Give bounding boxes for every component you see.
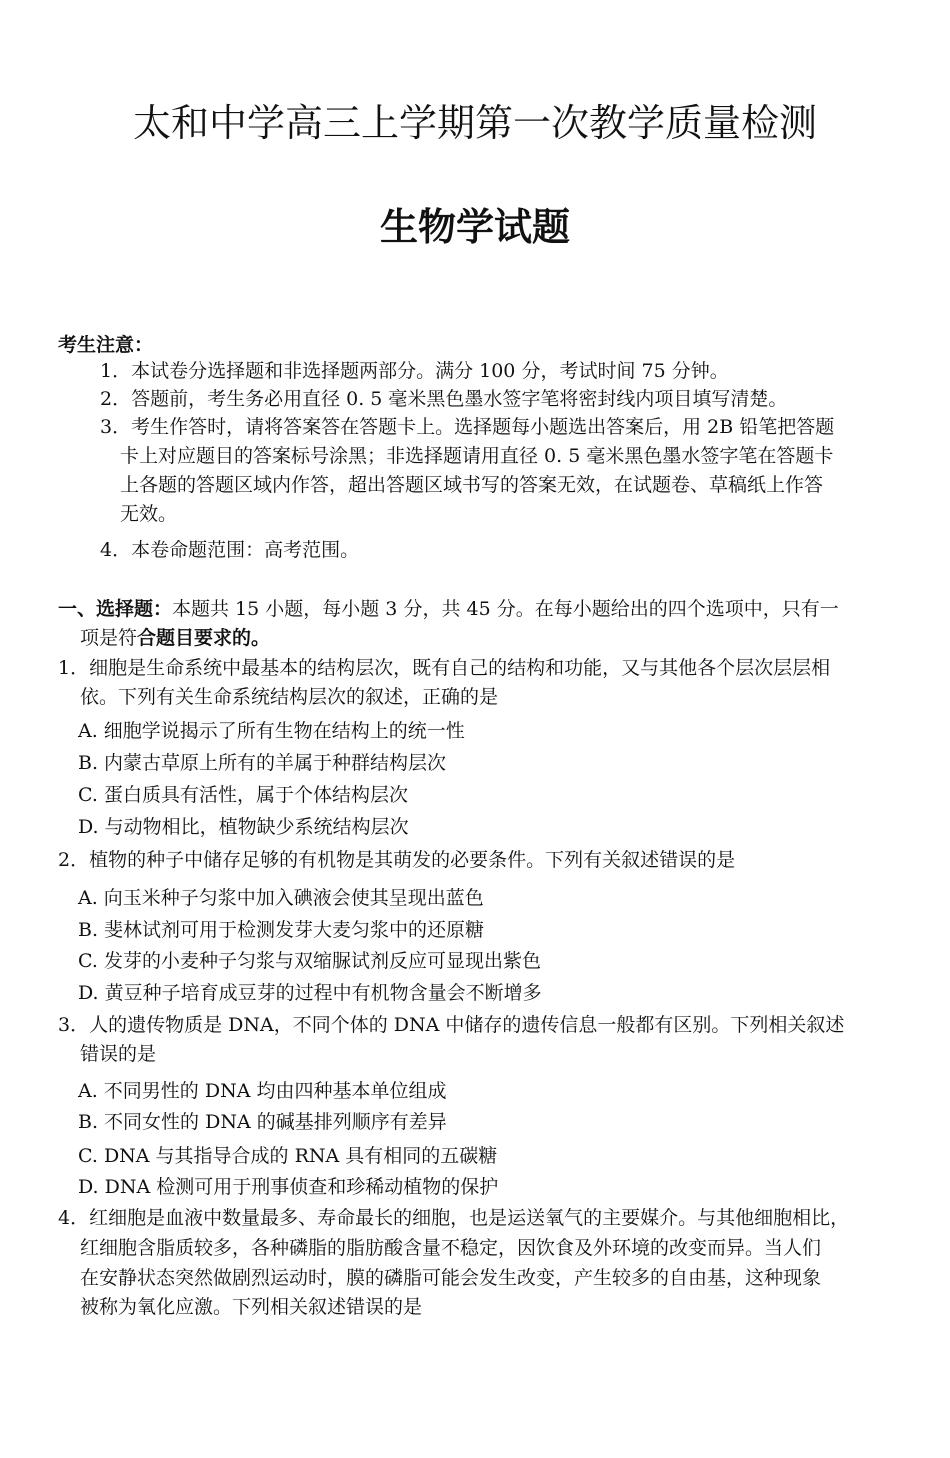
question-2-option-d: D. 黄豆种子培育成豆芽的过程中有机物含量会不断增多 [78, 982, 542, 1004]
question-1-option-d: D. 与动物相比，植物缺少系统结构层次 [78, 816, 409, 838]
notice-item-3: 3．考生作答时，请将答案答在答题卡上。选择题每小题选出答案后，用 2B 铅笔把答题 [100, 416, 835, 438]
notice-item-3-cont: 上各题的答题区域内作答，超出答题区域书写的答案无效，在试题卷、草稿纸上作答 [120, 474, 824, 496]
section-heading: 一、选择题：本题共 15 小题，每小题 3 分，共 45 分。在每小题给出的四个选项中，只有一 [58, 598, 839, 620]
exam-title: 太和中学高三上学期第一次教学质量检测 [132, 101, 817, 145]
question-4-stem-cont: 红细胞含脂质较多，各种磷脂的脂肪酸含量不稳定，因饮食及外环境的改变而异。当人们 [80, 1237, 822, 1259]
question-3-stem-cont: 错误的是 [80, 1043, 157, 1065]
question-2-option-b: B. 斐林试剂可用于检测发芽大麦匀浆中的还原糖 [78, 919, 485, 941]
notice-item-3-cont: 卡上对应题目的答案标号涂黑；非选择题请用直径 0. 5 毫米黑色墨水签字笔在答题卡 [120, 445, 834, 467]
question-3-option-c: C. DNA 与其指导合成的 RNA 具有相同的五碳糖 [78, 1145, 498, 1167]
notice-item-2: 2．答题前，考生务必用直径 0. 5 毫米黑色墨水签字笔将密封线内项目填写清楚。 [100, 388, 788, 410]
question-4-stem-cont: 被称为氧化应激。下列相关叙述错误的是 [80, 1296, 423, 1318]
question-2-stem: 2．植物的种子中储存足够的有机物是其萌发的必要条件。下列有关叙述错误的是 [58, 849, 736, 871]
question-1-stem: 1．细胞是生命系统中最基本的结构层次，既有自己的结构和功能，又与其他各个层次层层相 [58, 657, 831, 679]
question-1-option-c: C. 蛋白质具有活性，属于个体结构层次 [78, 784, 408, 806]
exam-subtitle: 生物学试题 [379, 205, 570, 249]
notice-item-1: 1．本试卷分选择题和非选择题两部分。满分 100 分，考试时间 75 分钟。 [100, 360, 729, 382]
section-heading-cont: 项是符合题目要求的。 [80, 627, 271, 649]
question-3-option-b: B. 不同女性的 DNA 的碱基排列顺序有差异 [78, 1111, 447, 1133]
question-2-option-c: C. 发芽的小麦种子匀浆与双缩脲试剂反应可显现出紫色 [78, 950, 541, 972]
question-4-stem: 4．红细胞是血液中数量最多、寿命最长的细胞，也是运送氧气的主要媒介。与其他细胞相比， [58, 1207, 850, 1229]
question-2-option-a: A. 向玉米种子匀浆中加入碘液会使其呈现出蓝色 [78, 887, 484, 909]
notice-heading: 考生注意： [58, 334, 154, 356]
question-1-option-a: A. 细胞学说揭示了所有生物在结构上的统一性 [78, 720, 465, 742]
question-4-stem-cont: 在安静状态突然做剧烈运动时，膜的磷脂可能会发生改变，产生较多的自由基，这种现象 [80, 1267, 822, 1289]
question-1-stem-cont: 依。下列有关生命系统结构层次的叙述，正确的是 [80, 686, 499, 708]
question-1-option-b: B. 内蒙古草原上所有的羊属于种群结构层次 [78, 752, 447, 774]
question-3-stem: 3．人的遗传物质是 DNA，不同个体的 DNA 中储存的遗传信息一般都有区别。下列相关叙述 [58, 1014, 845, 1036]
notice-item-3-cont: 无效。 [120, 503, 178, 525]
notice-item-4: 4．本卷命题范围：高考范围。 [100, 539, 360, 561]
question-3-option-a: A. 不同男性的 DNA 均由四种基本单位组成 [78, 1080, 447, 1102]
question-3-option-d: D. DNA 检测可用于刑事侦查和珍稀动植物的保护 [78, 1176, 499, 1198]
